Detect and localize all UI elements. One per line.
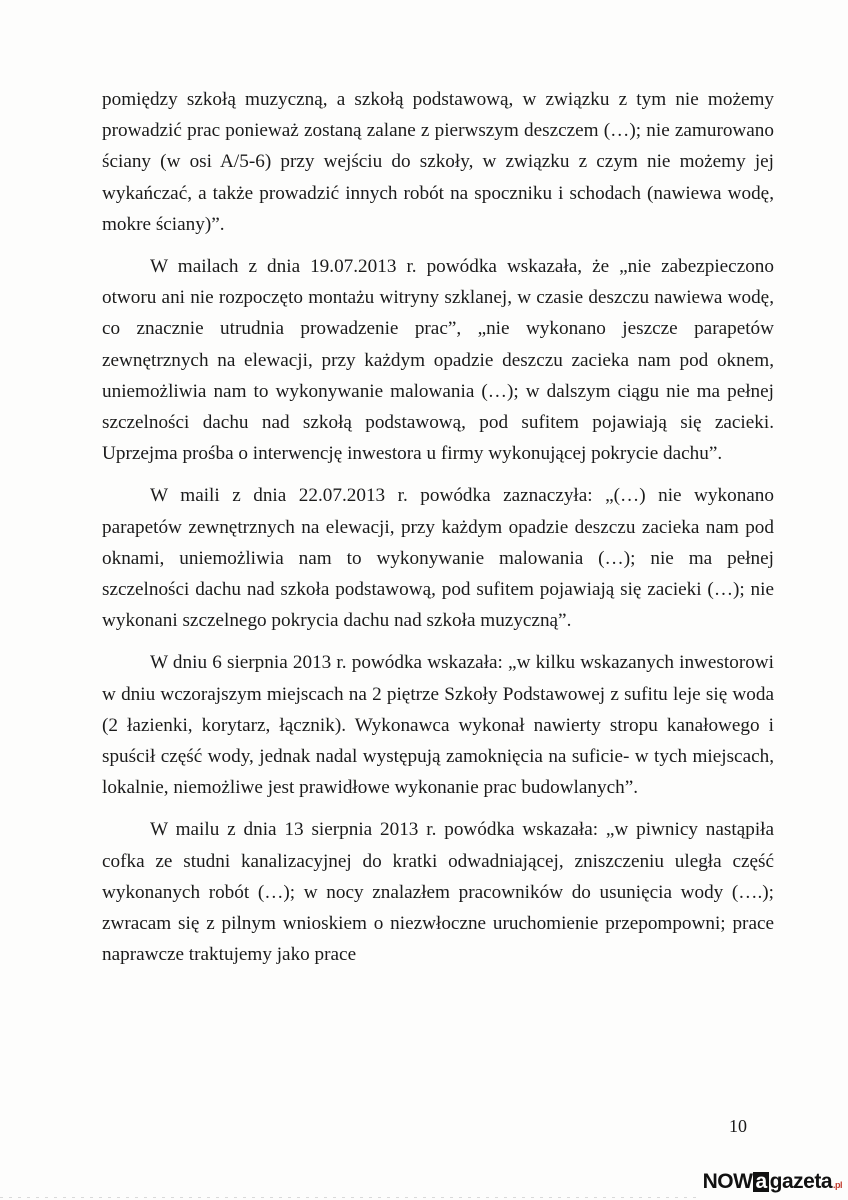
watermark-tld: .pl (833, 1180, 842, 1190)
watermark-part-a: a (755, 1170, 767, 1193)
watermark-part-gazeta: gazeta (769, 1170, 832, 1193)
paragraph-1: pomiędzy szkołą muzyczną, a szkołą podstawową, w związku z tym nie możemy prowadzić prac ponieważ zostaną zalane z pierwszym deszczem (…); nie zamurowano ściany (w osi A/5-6) przy wejściu do szkoły, w związku z czym nie możemy jej wykańczać, a także prowadzić innych robót na spoczniku i schodach (nawiewa wodę, mokre ściany)”. (102, 89, 774, 235)
watermark-logo (703, 1170, 842, 1194)
paragraph-3: W maili z dnia 22.07.2013 r. powódka zaznaczyła: „(…) nie wykonano parapetów zewnętrznych na elewacji, przy każdym opadzie deszczu zacieka nam pod oknami, uniemożliwia nam to wykonywanie malowania (…); nie ma pełnej szczelności dachu nad szkoła podstawową, pod sufitem pojawiają się zacieki (…); nie wykonani szczelnego pokrycia dachu nad szkoła muzyczną”. (102, 485, 774, 632)
paragraph-2: W mailach z dnia 19.07.2013 r. powódka wskazała, że „nie zabezpieczono otworu ani nie rozpoczęto montażu witryny szklanej, w czasie deszczu nawiewa wodę, co znacznie utrudnia prowadzenie prac”, „nie wykonano jeszcze parapetów zewnętrznych na elewacji, przy każdym opadzie deszczu zacieka nam pod oknem, uniemożliwia nam to wykonywanie malowania (…); w dalszym ciągu nie ma pełnej szczelności dachu nad szkołą podstawową, pod sufitem pojawiają się zacieki. Uprzejma prośba o interwencję inwestora u firmy wykonującej pokrycie dachu”. (102, 256, 774, 465)
page-number: 10 (729, 1116, 747, 1136)
scan-edge-line (0, 1197, 700, 1198)
paragraph-5: W mailu z dnia 13 sierpnia 2013 r. powódka wskazała: „w piwnicy nastąpiła cofka ze studni kanalizacyjnej do kratki odwadniającej, zniszczeniu uległa część wykonanych robót (…); w nocy znalazłem pracowników do usunięcia wody (….); zwracam się z pilnym wnioskiem o niezwłoczne uruchomienie przepompowni; prace naprawcze traktujemy jako prace (102, 819, 774, 966)
paragraph-4: W dniu 6 sierpnia 2013 r. powódka wskazała: „w kilku wskazanych inwestorowi w dniu wczorajszym miejscach na 2 piętrze Szkoły Podstawowej z sufitu leje się woda (2 łazienki, korytarz, łącznik). Wykonawca wykonał nawierty stropu kanałowego i spuścił część wody, jednak nadal występują zamoknięcia na suficie- w tych miejscach, lokalnie, niemożliwe jest prawidłowe wykonanie prac budowlanych”. (102, 652, 774, 799)
body-text (102, 84, 774, 981)
watermark-part-now: NOW (702, 1170, 753, 1193)
